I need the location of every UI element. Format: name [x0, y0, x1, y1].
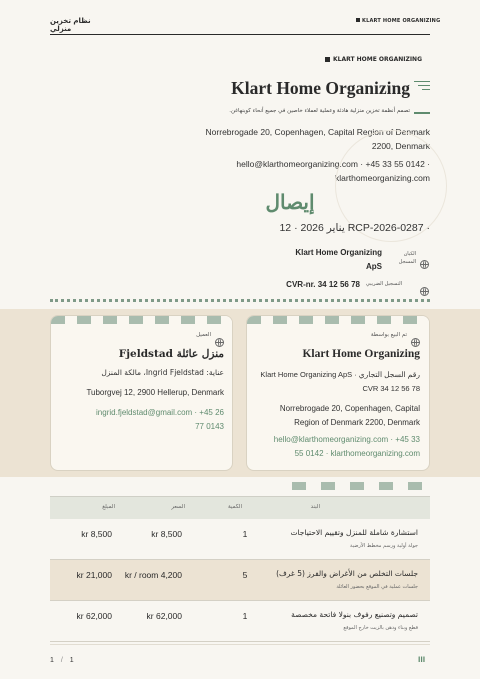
- seller-label: تم البيع بواسطة: [370, 332, 407, 338]
- page-separator: /: [60, 657, 63, 664]
- client-name: منزل عائلة Fjeldstad: [118, 348, 224, 360]
- client-label: العميل: [196, 332, 211, 338]
- row-qty: 1: [242, 611, 248, 621]
- address-line-1: Norrebrogade 20, Copenhagen, Capital Region of Denmark: [205, 127, 430, 137]
- card-top-stripe: [51, 316, 232, 324]
- client-attn: عناية: Ingrid Fjeldstad، مالكة المنزل: [101, 368, 224, 377]
- footer-rule: [50, 644, 430, 645]
- seller-contact: [257, 433, 420, 461]
- table-header-row: [50, 496, 430, 519]
- row-amount: kr 21,000: [76, 570, 112, 580]
- brand-mark-icon: [356, 18, 360, 22]
- address-line-2: 2200, Denmark: [371, 141, 430, 151]
- tax-value: CVR-nr. 34 12 56 78: [286, 280, 360, 289]
- badge-square-icon: [325, 57, 330, 62]
- row-subtitle: جلسات عملية في الموقع بحضور العائلة: [336, 584, 418, 590]
- footer-mark: ااا: [418, 656, 426, 664]
- header-rule: [50, 34, 430, 35]
- seller-reg-line-1: Klart Home Organizing ApS · رقم السجل التجاري: [260, 370, 420, 379]
- row-qty: 1: [242, 529, 248, 539]
- row-price: kr 62,000: [146, 611, 182, 621]
- entity-globe-icon: [420, 260, 429, 269]
- header-amount: المبلغ: [102, 504, 115, 510]
- seller-reg-line-2: CVR 34 12 56 78: [362, 384, 420, 393]
- entity-name-line-1: Klart Home Organizing: [295, 248, 382, 257]
- contact-line-2: klarthomeorganizing.com: [335, 173, 430, 183]
- company-tagline: تصمم أنظمة تخزين منزلية هادئة وعملية لعملاء خاصين في جميع أنحاء كوبنهاغن.: [229, 108, 410, 114]
- table-tab-stripe: [292, 482, 430, 490]
- row-title: تصميم وتصنيع رفوف بنولا فاتحة مخصصة: [291, 610, 418, 619]
- seller-name: Klart Home Organizing: [302, 348, 420, 360]
- row-subtitle: قطع وبناء ودهن بالزيت خارج الموقع: [343, 625, 418, 631]
- row-subtitle: جولة أولية ورسم مخطط الأرضية: [350, 543, 418, 549]
- section-divider: [50, 299, 430, 305]
- table-row: [50, 519, 430, 560]
- client-contact-line-1: ingrid.fjeldstad@gmail.com · +45 26: [96, 408, 224, 417]
- items-table: [50, 496, 430, 642]
- header-item: البند: [310, 504, 320, 510]
- company-name: Klart Home Organizing: [231, 78, 410, 98]
- entity-label: الكيان المسجل: [398, 251, 416, 265]
- seller-contact-line-2: 55 0142 · klarthomeorganizing.com: [294, 449, 420, 458]
- client-contact: [61, 406, 224, 434]
- tax-label: التسجيل الضريبي: [365, 281, 402, 287]
- row-price: kr 8,500: [151, 529, 182, 539]
- page-indicator: [50, 657, 74, 664]
- menu-lines-icon: [414, 81, 430, 90]
- client-contact-line-2: 77 0143: [195, 422, 224, 431]
- company-badge: KLART HOME ORGANIZING: [325, 56, 422, 63]
- table-row: [50, 601, 430, 642]
- client-address: Tuborgvej 12, 2900 Hellerup, Denmark: [86, 388, 224, 397]
- row-title: استشارة شاملة للمنزل وتقييم الاحتياجات: [290, 528, 418, 537]
- seller-contact-line-1: hello@klarthomeorganizing.com · +45 33: [273, 435, 420, 444]
- tax-globe-icon: [420, 287, 429, 296]
- entity-name: [250, 246, 382, 274]
- row-price: kr / room 4,200: [124, 570, 182, 580]
- seller-address-line-1: Norrebrogade 20, Copenhagen, Capital: [279, 404, 420, 413]
- client-globe-icon: [215, 338, 224, 347]
- client-card: [50, 315, 233, 471]
- seller-reg: [253, 368, 420, 396]
- header-title: نظام تخزين منزلي: [50, 17, 91, 33]
- header-brand: KLART HOME ORGANIZING: [356, 18, 440, 24]
- header-price: السعر: [171, 504, 185, 510]
- seller-address-line-2: Region of Denmark 2200, Denmark: [294, 418, 420, 427]
- entity-name-line-2: ApS: [366, 262, 382, 271]
- seller-address: [257, 402, 420, 430]
- page-total: 1: [69, 657, 74, 664]
- document-title: إيصال: [265, 190, 315, 214]
- row-title: جلسات التخلص من الأغراض والفرز (5 غرف): [276, 569, 418, 578]
- seller-card: [246, 315, 430, 471]
- row-qty: 5: [242, 570, 248, 580]
- tagline-rule: [414, 112, 430, 114]
- page-current: 1: [50, 657, 54, 664]
- row-amount: kr 8,500: [81, 529, 112, 539]
- row-amount: kr 62,000: [76, 611, 112, 621]
- seller-globe-icon: [411, 338, 420, 347]
- table-row: [50, 560, 430, 601]
- header-qty: الكمية: [227, 504, 243, 510]
- contact-line-1: hello@klarthomeorganizing.com · +45 33 55 0142 ·: [236, 159, 430, 169]
- card-top-stripe: [247, 316, 429, 324]
- document-meta: 12 · يناير 2026 RCP-2026-0287 ·: [279, 222, 430, 234]
